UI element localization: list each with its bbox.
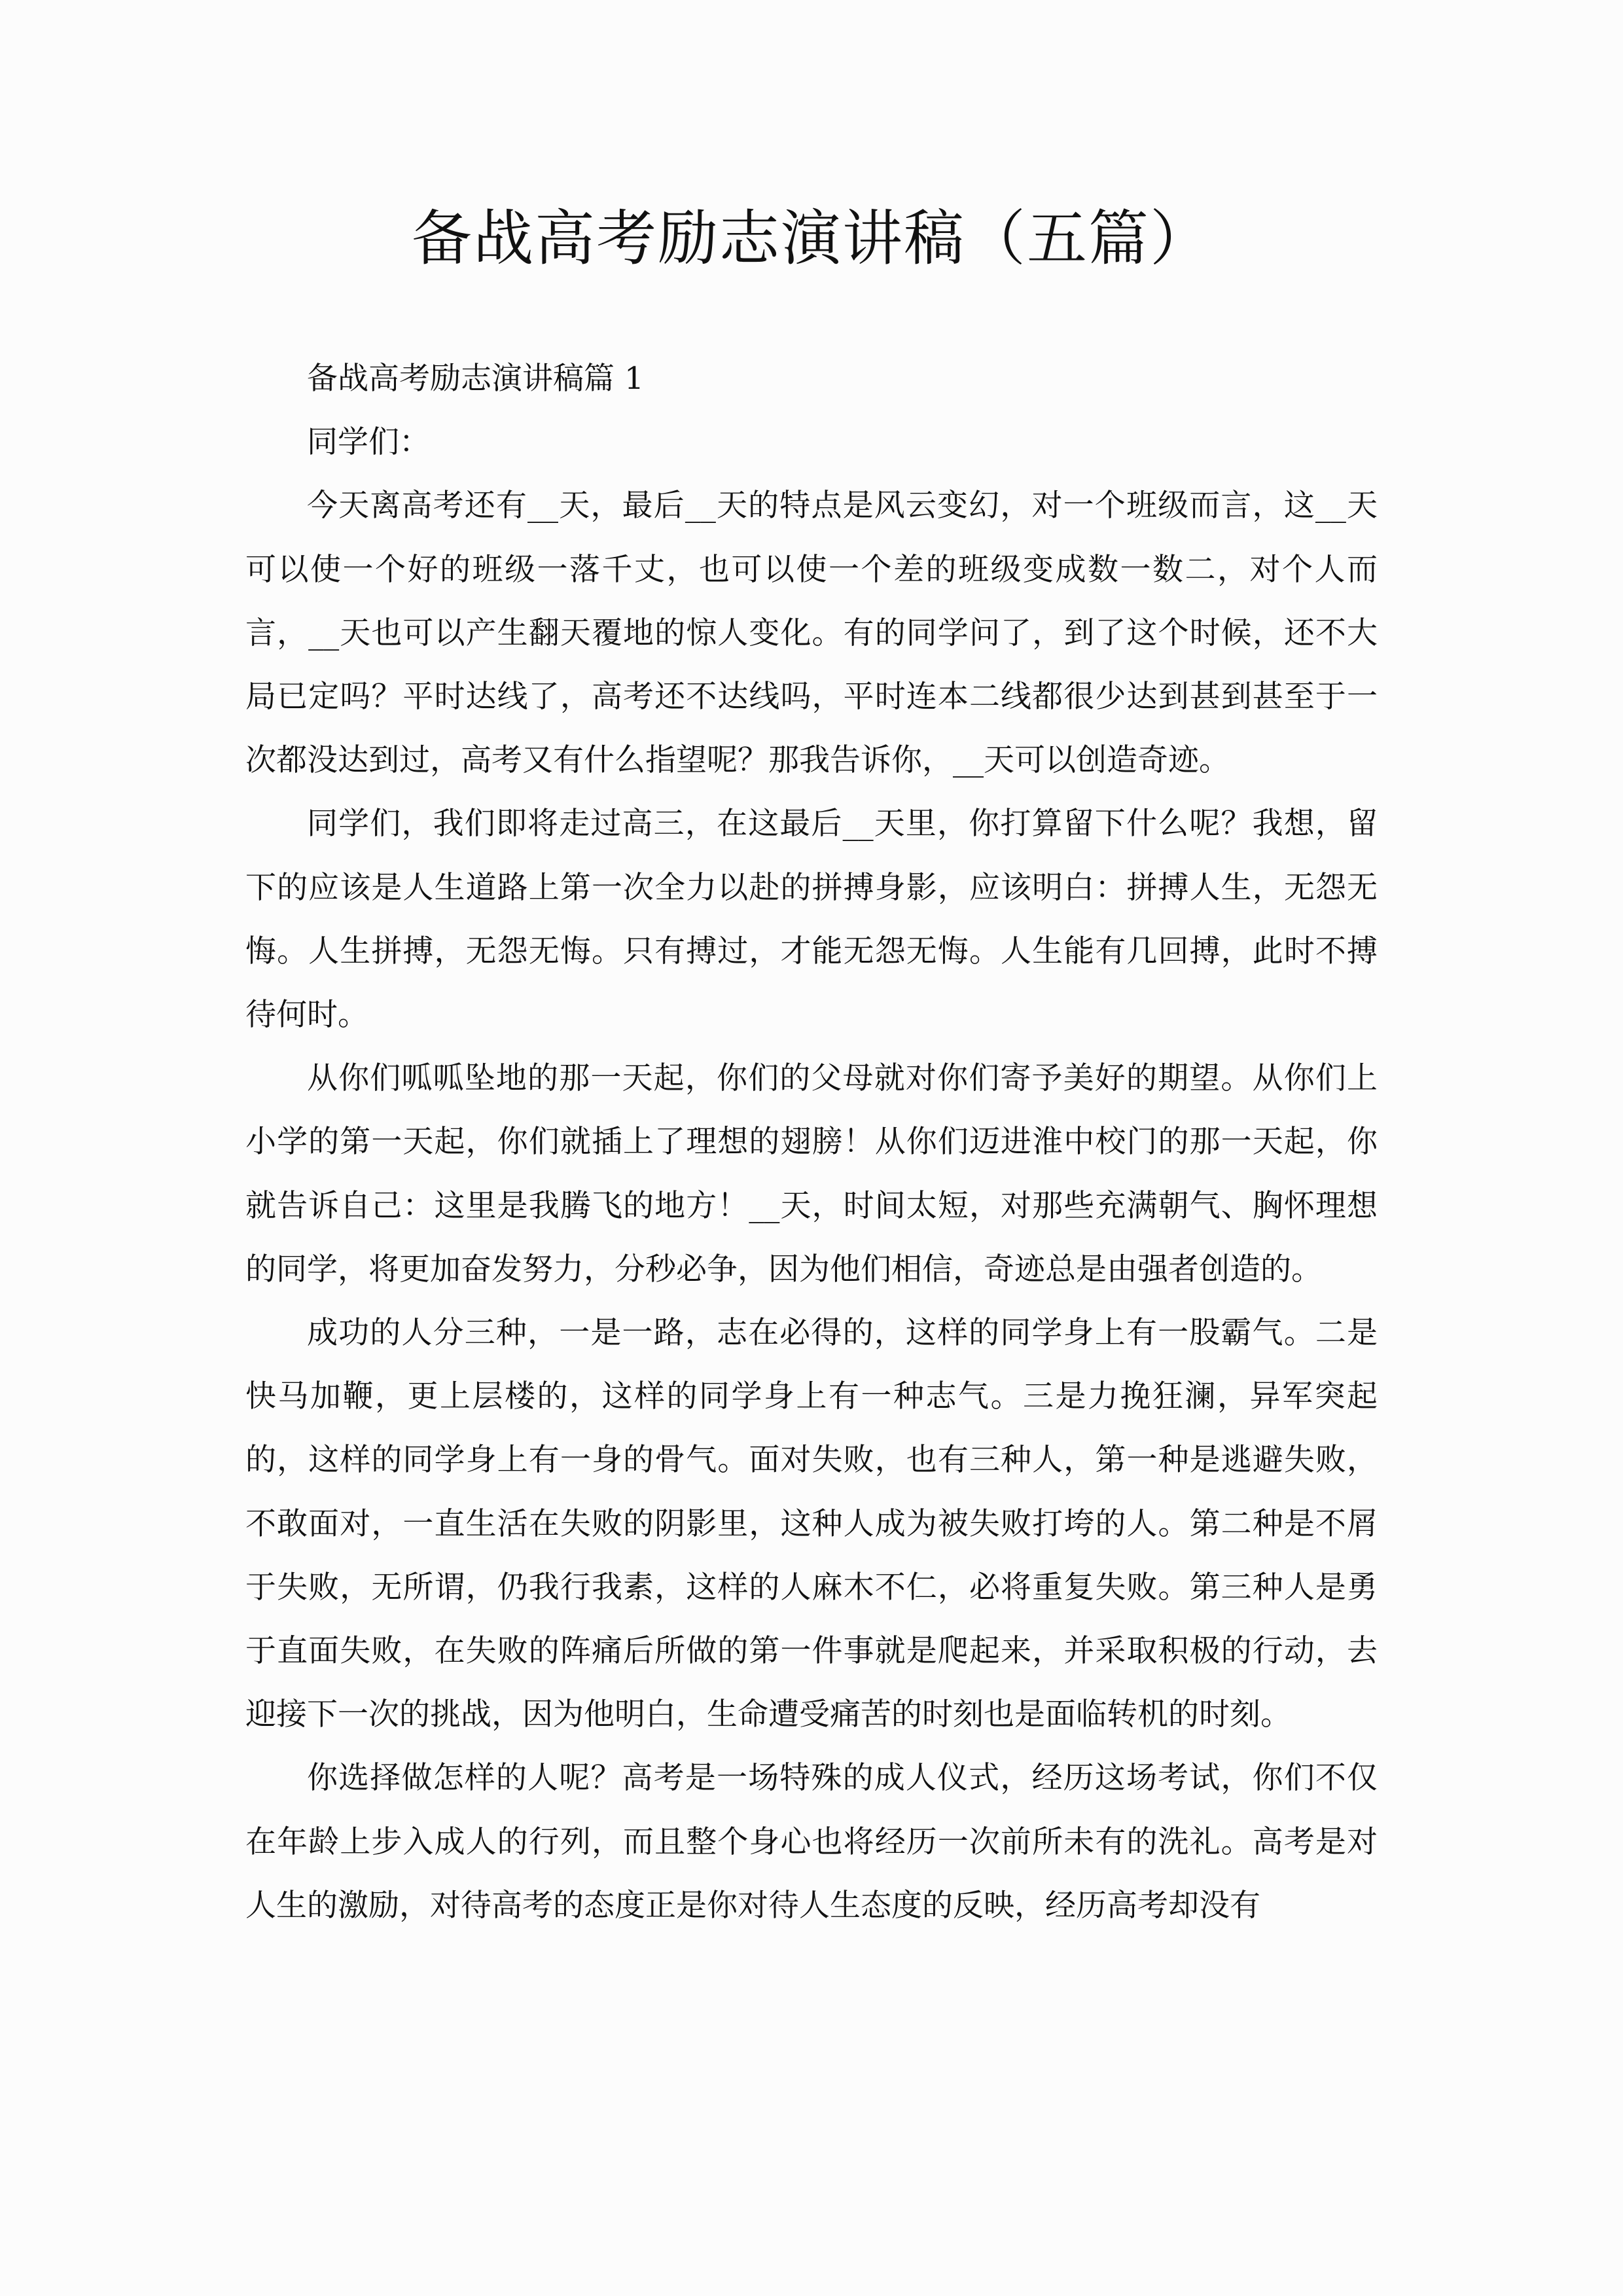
body-paragraph: 今天离高考还有__天，最后__天的特点是风云变幻，对一个班级而言，这__天可以使一个好的班级一落千丈，也可以使一个差的班级变成数一数二，对个人而言，__天也可以产生翻天覆地的惊人变化。有的同学问了，到了这个时候，还不大局已定吗？平时达线了，高考还不达线吗，平时连本二线都很少达到甚到甚至于一次都没达到过，高考又有什么指望呢？那我告诉你，__天可以创造奇迹。 bbox=[245, 488, 1378, 779]
body-paragraph: 从你们呱呱坠地的那一天起，你们的父母就对你们寄予美好的期望。从你们上小学的第一天起，你们就插上了理想的翅膀！从你们迈进淮中校门的那一天起，你就告诉自己：这里是我腾飞的地方！__天，时间太短，对那些充满朝气、胸怀理想的同学，将更加奋发努力，分秒必争，因为他们相信，奇迹总是由强者创造的。 bbox=[245, 1060, 1378, 1287]
document-body bbox=[245, 347, 1378, 1937]
body-paragraph: 你选择做怎样的人呢？高考是一场特殊的成人仪式，经历这场考试，你们不仅在年龄上步入成人的行列，而且整个身心也将经历一次前所未有的洗礼。高考是对人生的激励，对待高考的态度正是你对待人生态度的反映，经历高考却没有 bbox=[245, 1760, 1378, 1924]
body-paragraph: 成功的人分三种，一是一路，志在必得的，这样的同学身上有一股霸气。二是快马加鞭，更上层楼的，这样的同学身上有一种志气。三是力挽狂澜，异军突起的，这样的同学身上有一身的骨气。面对失败，也有三种人，第一种是逃避失败，不敢面对，一直生活在失败的阴影里，这种人成为被失败打垮的人。第二种是不屑于失败，无所谓，仍我行我素，这样的人麻木不仁，必将重复失败。第三种人是勇于直面失败，在失败的阵痛后所做的第一件事就是爬起来，并采取积极的行动，去迎接下一次的挑战，因为他明白，生命遭受痛苦的时刻也是面临转机的时刻。 bbox=[245, 1315, 1378, 1733]
salutation: 同学们： bbox=[307, 424, 430, 461]
body-paragraph: 同学们，我们即将走过高三，在这最后__天里，你打算留下什么呢？我想，留下的应该是人生道路上第一次全力以赴的拼搏身影，应该明白：拼搏人生，无怨无悔。人生拼搏，无怨无悔。只有搏过，才能无怨无悔。人生能有几回搏，此时不搏待何时。 bbox=[245, 806, 1378, 1033]
section-heading: 备战高考励志演讲稿篇 1 bbox=[307, 361, 644, 397]
document-title: 备战高考励志演讲稿（五篇） bbox=[411, 204, 1211, 274]
